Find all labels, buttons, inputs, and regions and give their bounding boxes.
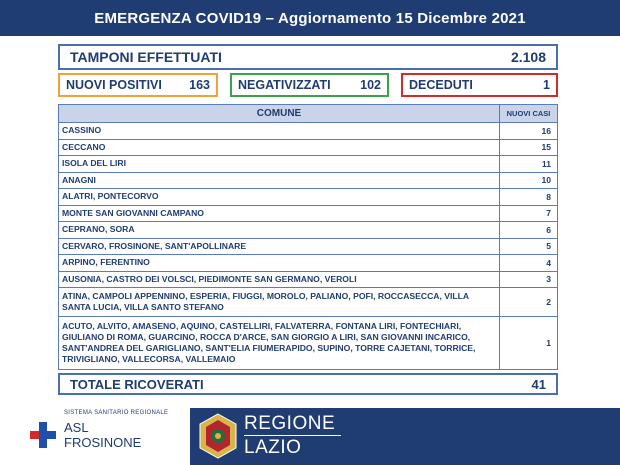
tamponi-value: 2.108 — [510, 49, 546, 65]
deceduti-label: DECEDUTI — [409, 78, 473, 92]
comuni-table — [58, 104, 558, 370]
comune-cell: CERVARO, FROSINONE, SANT'APOLLINARE — [59, 238, 500, 255]
totale-ricoverati-box — [58, 373, 558, 395]
table-row — [59, 139, 558, 156]
tamponi-box — [58, 44, 558, 70]
comune-cell: ISOLA DEL LIRI — [59, 156, 500, 173]
comune-cell: ALATRI, PONTECORVO — [59, 189, 500, 206]
totale-ricoverati-label: TOTALE RICOVERATI — [70, 376, 204, 392]
table-row — [59, 123, 558, 140]
asl-line1: ASL — [64, 420, 89, 435]
regione-line2: LAZIO — [244, 437, 302, 458]
casi-cell: 16 — [500, 123, 558, 140]
comune-cell: ARPINO, FERENTINO — [59, 255, 500, 272]
table-row — [59, 222, 558, 239]
comune-cell: ACUTO, ALVITO, AMASENO, AQUINO, CASTELLIRI, FALVATERRA, FONTANA LIRI, FONTECHIARI, GIULIANO DI ROMA, GUARCINO, ROCCA D'ARCE, SAN GIORGIO A LIRI, SAN GIOVANNI INCARICO, SANT'ANDREA DEL GARIGLIANO, SANT'ELIA FIUMERAPIDO, SUPINO, TORRE CAJETANI, TORRICE, TRIVIGLIANO, VALLECORSA, VALLEMAIO — [59, 317, 500, 370]
nuovi-positivi-value: 163 — [189, 78, 210, 92]
tamponi-label: TAMPONI EFFETTUATI — [70, 49, 222, 65]
deceduti-box — [401, 73, 558, 97]
table-row — [59, 255, 558, 272]
table-header-row — [59, 105, 558, 123]
page-header — [0, 0, 620, 36]
table-row — [59, 205, 558, 222]
nuovi-casi-header: NUOVI CASI — [500, 105, 558, 123]
casi-cell: 3 — [500, 271, 558, 288]
negativizzati-value: 102 — [360, 78, 381, 92]
regione-lazio-logo — [190, 408, 620, 465]
nuovi-positivi-box — [58, 73, 218, 97]
negativizzati-label: NEGATIVIZZATI — [238, 78, 331, 92]
casi-cell: 7 — [500, 205, 558, 222]
negativizzati-box — [230, 73, 389, 97]
table-row — [59, 156, 558, 173]
nuovi-positivi-label: NUOVI POSITIVI — [66, 78, 162, 92]
comune-cell: ANAGNI — [59, 172, 500, 189]
casi-cell: 15 — [500, 139, 558, 156]
asl-name — [64, 420, 141, 450]
casi-cell: 1 — [500, 317, 558, 370]
casi-cell: 11 — [500, 156, 558, 173]
comune-cell: CASSINO — [59, 123, 500, 140]
table-row — [59, 238, 558, 255]
casi-cell: 8 — [500, 189, 558, 206]
casi-cell: 2 — [500, 288, 558, 317]
ssr-label: SISTEMA SANITARIO REGIONALE — [64, 410, 169, 416]
regione-line1: REGIONE — [244, 412, 341, 436]
table-row — [59, 189, 558, 206]
regione-emblem-icon — [198, 412, 238, 460]
asl-line2: FROSINONE — [64, 435, 142, 450]
page-title: EMERGENZA COVID19 – Aggiornamento 15 Dicembre 2021 — [94, 9, 526, 27]
comune-cell: AUSONIA, CASTRO DEI VOLSCI, PIEDIMONTE SAN GERMANO, VEROLI — [59, 271, 500, 288]
regione-text — [244, 412, 341, 459]
comune-cell: CECCANO — [59, 139, 500, 156]
comune-cell: CEPRANO, SORA — [59, 222, 500, 239]
casi-cell: 10 — [500, 172, 558, 189]
deceduti-value: 1 — [543, 78, 550, 92]
comune-cell: ATINA, CAMPOLI APPENNINO, ESPERIA, FIUGGI, MOROLO, PALIANO, POFI, ROCCASECCA, VILLA SANTA LUCIA, VILLA SANTO STEFANO — [59, 288, 500, 317]
comune-header: COMUNE — [59, 105, 500, 123]
asl-logo — [16, 408, 196, 460]
totale-ricoverati-value: 41 — [531, 376, 546, 392]
table-row — [59, 172, 558, 189]
health-cross-icon — [30, 422, 56, 448]
casi-cell: 4 — [500, 255, 558, 272]
comune-cell: MONTE SAN GIOVANNI CAMPANO — [59, 205, 500, 222]
casi-cell: 6 — [500, 222, 558, 239]
table-row — [59, 288, 558, 317]
table-row — [59, 317, 558, 370]
casi-cell: 5 — [500, 238, 558, 255]
table-row — [59, 271, 558, 288]
